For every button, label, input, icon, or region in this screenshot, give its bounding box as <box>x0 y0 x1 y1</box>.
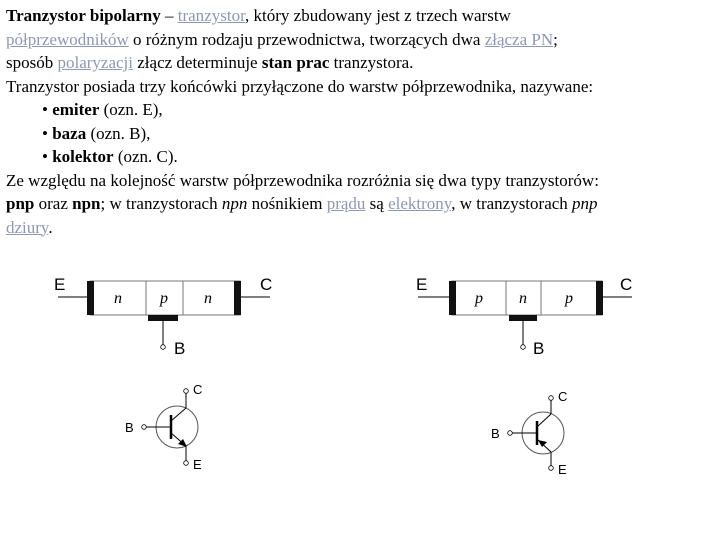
text-span: – <box>160 6 178 25</box>
text-span: złącz determinuje <box>133 53 262 72</box>
npn-transistor-symbol <box>125 382 202 472</box>
pnp-collector-contact <box>596 281 603 315</box>
npn-label-e: E <box>54 275 66 294</box>
npn-layer-1: n <box>114 290 122 307</box>
npn-symbol-emitter-terminal <box>184 461 189 466</box>
text-span: są <box>365 194 389 213</box>
bullet-dot: • <box>42 147 53 166</box>
link-dziury[interactable]: dziury <box>6 217 49 237</box>
link-polprzewodnikow[interactable]: półprzewodników <box>6 29 129 49</box>
text-span: tranzystora. <box>329 53 414 72</box>
pnp-transistor-symbol <box>491 389 567 477</box>
text-span: sposób <box>6 53 58 72</box>
italic-pnp: pnp <box>572 194 598 213</box>
npn-label-c: C <box>260 275 273 294</box>
pnp-layer-2: n <box>519 290 527 307</box>
npn-structure-diagram <box>54 275 272 358</box>
text-span: , który zbudowany jest z trzech warstw <box>245 6 511 25</box>
text-span: . <box>48 217 53 237</box>
pnp-layer-1: p <box>475 290 483 307</box>
term-npn: npn <box>72 194 101 213</box>
npn-layer-3: n <box>204 290 212 307</box>
link-polaryzacji[interactable]: polaryzacji <box>57 53 133 72</box>
pnp-symbol-collector-line <box>537 414 551 427</box>
pnp-emitter-contact <box>449 281 456 315</box>
pnp-label-e: E <box>416 275 428 294</box>
text-span: nośnikiem <box>247 194 327 213</box>
text-span: (ozn. C). <box>113 147 178 166</box>
pnp-symbol-emitter-arrow <box>538 440 547 447</box>
pnp-symbol-collector-terminal <box>549 396 554 401</box>
term-stan-prac: stan prac <box>261 53 330 72</box>
npn-symbol-label-b: B <box>125 420 134 435</box>
line-8: Ze względu na kolejność warstw półprzewodnika rozróżnia się dwa typy tranzystorów: <box>6 170 599 190</box>
text-span: ; <box>553 29 558 49</box>
pnp-structure-diagram <box>416 275 632 358</box>
pnp-layer-3: p <box>565 290 573 307</box>
term-tranzystor-bipolarny: Tranzystor bipolarny <box>6 6 161 25</box>
npn-symbol-base-terminal <box>142 425 147 430</box>
text-span: , w tranzystorach <box>451 194 573 213</box>
npn-collector-contact <box>234 281 241 315</box>
term-baza: baza <box>52 123 87 143</box>
link-elektrony[interactable]: elektrony <box>388 194 452 213</box>
npn-symbol-label-e: E <box>193 457 202 472</box>
pnp-symbol-label-e: E <box>558 462 567 477</box>
pnp-base-contact <box>509 315 537 321</box>
npn-base-terminal <box>161 345 166 350</box>
term-kolektor: kolektor <box>52 147 114 166</box>
link-zlacza-pn[interactable]: złącza PN <box>484 29 554 49</box>
text-span: (ozn. B), <box>86 123 151 143</box>
npn-symbol-collector-line <box>171 408 186 421</box>
pnp-symbol-base-terminal <box>508 431 513 436</box>
link-tranzystor[interactable]: tranzystor <box>177 6 246 25</box>
pnp-base-terminal <box>521 345 526 350</box>
pnp-symbol-emitter-terminal <box>549 466 554 471</box>
bullet-dot: • <box>42 100 53 119</box>
npn-base-contact <box>148 315 178 321</box>
link-pradu[interactable]: prądu <box>326 194 366 213</box>
npn-layer-2: p <box>160 290 168 307</box>
text-span: oraz <box>34 194 73 213</box>
italic-npn: npn <box>221 194 248 213</box>
npn-emitter-contact <box>87 281 94 315</box>
text-span: o różnym rodzaju przewodnictwa, tworzących dwa <box>128 29 485 49</box>
text-span: ; w tranzystorach <box>100 194 222 213</box>
pnp-label-c: C <box>620 275 633 294</box>
bullet-dot: • <box>42 123 53 143</box>
pnp-symbol-label-b: B <box>491 426 500 441</box>
npn-label-b: B <box>174 339 186 358</box>
text-span: (ozn. E), <box>99 100 163 119</box>
pnp-label-b: B <box>533 339 545 358</box>
npn-symbol-label-c: C <box>193 382 203 397</box>
term-emiter: emiter <box>52 100 100 119</box>
term-pnp: pnp <box>6 194 35 213</box>
pnp-symbol-label-c: C <box>558 389 568 404</box>
npn-symbol-collector-terminal <box>184 389 189 394</box>
line-4: Tranzystor posiada trzy końcówki przyłączone do warstw półprzewodnika, nazywane: <box>6 76 594 96</box>
